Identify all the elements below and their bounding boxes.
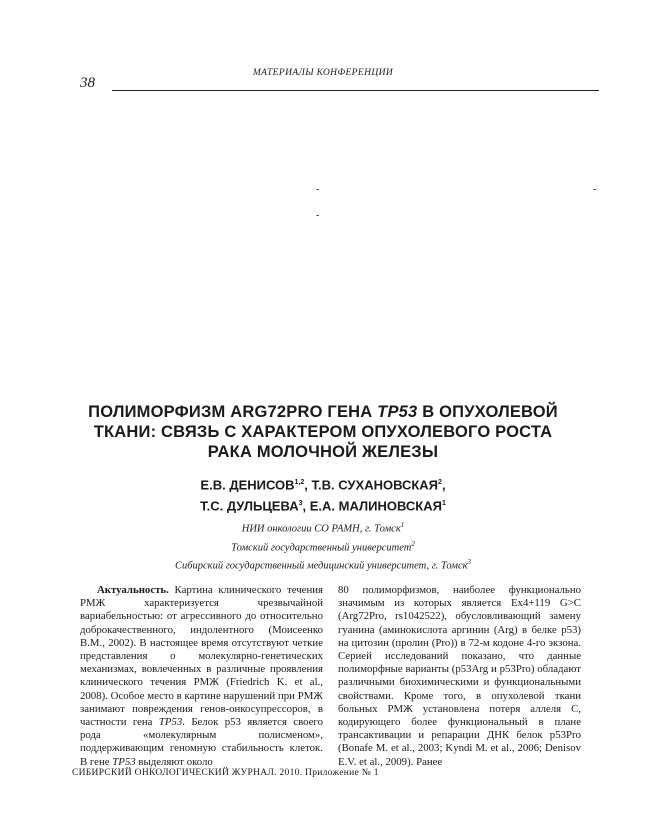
body-column-right: 80 полиморфизмов, наиболее функционально значимым из которых является Ex4+119 G>C (Arg72Pro, rs1042522), обусловливающий замену гуанина (аминокислота аргинин (Arg) в белке p53) на цитозин (пролин (Pro)) в 72-м кодоне 4-го экзона. Серией исследований показано, что данные полиморфные варианты (p53Arg и p53Pro) обладают различными биохимическими и функциональными свойствами. Кроме того, в опухолевой ткани больных РМЖ установлена потеря аллеля С, кодирующего более функциональный в плане трансактивации и репарации ДНК белок p53Pro (Bonafe M. et al., 2003; Kyndi M. et al., 2006; Denisov E.V. et al., 2009). Ранее <box>338 584 581 768</box>
author-name: Е.В. ДЕНИСОВ <box>200 477 295 493</box>
page-number: 38 <box>80 75 95 91</box>
author-name: Т.С. ДУЛЬЦЕВА <box>200 498 299 514</box>
stray-dash: - <box>316 210 320 221</box>
affiliations <box>60 518 586 574</box>
author-list: Е.В. ДЕНИСОВ$^{1,2}$, Т.В. СУХАНОВСКАЯ$^2$, Т.С. ДУЛЬЦЕВА$^3$, Е.А. МАЛИНОВСКАЯ$^1$ <box>200 477 446 514</box>
title-line: ПОЛИМОРФИЗМ ARG72PRO ГЕНА TP53 В ОПУХОЛЕВОЙ <box>88 403 558 421</box>
author-name: Е.А. МАЛИНОВСКАЯ <box>309 498 442 514</box>
stray-dash: - <box>593 184 597 195</box>
author-name: Т.В. СУХАНОВСКАЯ <box>311 477 439 493</box>
title-line: РАКА МОЛОЧНОЙ ЖЕЛЕЗЫ <box>207 443 439 461</box>
article-title <box>60 402 586 462</box>
title-line: ТКАНИ: СВЯЗЬ С ХАРАКТЕРОМ ОПУХОЛЕВОГО РОСТА <box>93 423 553 441</box>
body-column-left: Актуальность. Картина клинического течения РМЖ характеризуется чрезвычайной вариабельностью: от агрессивного до относительно доброкачественного, индолентного (Моисеенко В.М., 2002). В настоящее время отсутствуют четкие представления о молекулярно-генетических механизмах, вовлеченных в различные проявления клинического течения РМЖ (Friedrich K. et al., 2008). Особое место в картине нарушений при РМЖ занимают повреждения генов-онкосупрессоров, в частности гена TP53. Белок p53 является своего рода «молекулярным полисменом», поддерживающим геномную стабильность клеток. В гене TP53 выделяют около <box>80 584 323 768</box>
affiliation: Томский государственный университет$^2$ <box>231 539 415 553</box>
stray-dash: - <box>316 184 320 195</box>
header-rule <box>112 90 599 91</box>
affiliation: НИИ онкологии СО РАМН, г. Томск$^1$ <box>241 521 405 535</box>
section-lead: Актуальность. <box>97 584 169 596</box>
journal-footer: СИБИРСКИЙ ОНКОЛОГИЧЕСКИЙ ЖУРНАЛ. 2010. Приложение № 1 <box>72 768 379 778</box>
running-header: МАТЕРИАЛЫ КОНФЕРЕНЦИИ <box>252 68 394 78</box>
affiliation: Сибирский государственный медицинский университет, г. Томск$^3$ <box>174 558 472 572</box>
